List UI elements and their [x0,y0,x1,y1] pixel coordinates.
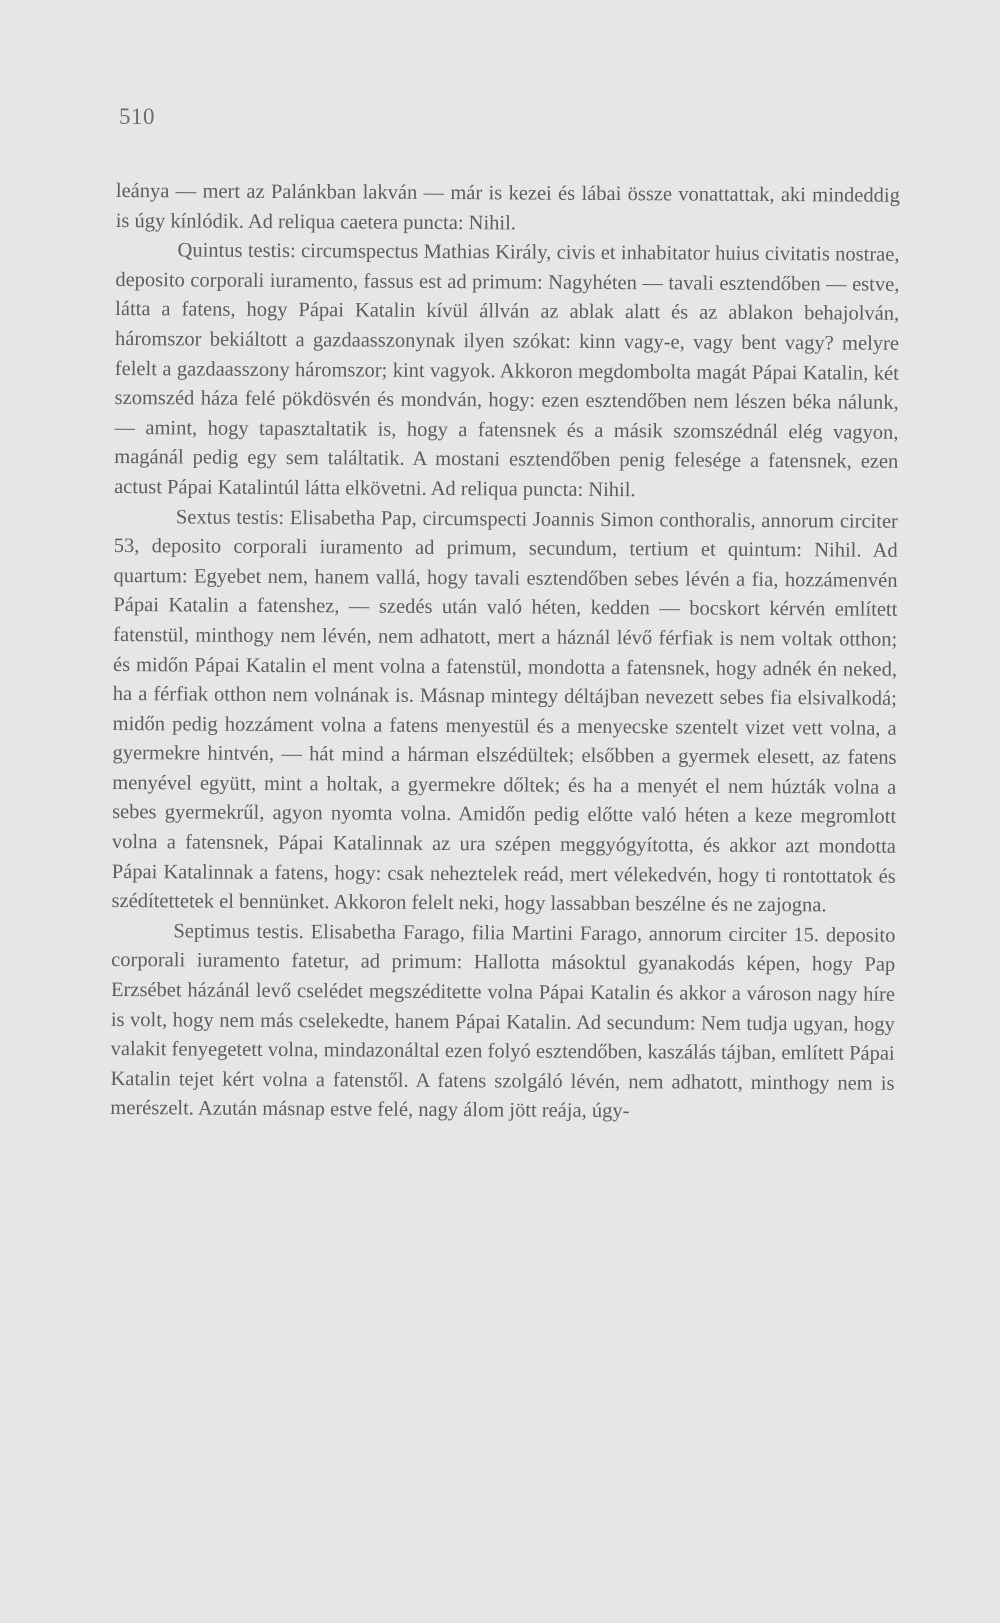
paragraph-sextus-testis: Sextus testis: Elisabetha Pap, circumspecti Joannis Simon conthoralis, annorum circiter 53, deposito corporali iuramento ad primum, secundum, tertium et quintum: Nihil. Ad quartum: Egyebet nem, hanem vallá, hogy tavali esztendőben sebes lévén a fia, hozzámenvén Pápai Katalin a fatenshez, — szedés után való héten, kedden — bocskort kérvén említett fatenstül, minthogy nem lévén, nem adhatott, mert a háznál lévő férfiak is nem voltak otthon; és midőn Pápai Katalin el ment volna a fatenstül, mondotta a fatensnek, hogy adnék én neked, ha a férfiak otthon nem volnának is. Másnap mintegy déltájban nevezett sebes fia elsivalkodá; midőn pedig hozzáment volna a fatens menyestül és a menyecske szentelt vizet vett volna, a gyermekre hintvén, — hát mind a hárman elszédültek; elsőbben a gyermek elesett, az fatens menyével együtt, mint a holtak, a gyermekre dőltek; és ha a menyét el nem húzták volna a sebes gyermekrűl, agyon nyomta volna. Amidőn pedig előtte való héten a keze megromlott volna a fatensnek, Pápai Katalinnak az ura szépen meggyógyította, és akkor azt mondotta Pápai Katalinnak a fatens, hogy: csak neheztelek reád, mert vélekedvén, hogy ti rontottatok és szédítettetek el bennünket. Akkoron felelt neki, hogy lassabban beszélne és ne zajogna. [111,505,898,917]
paragraph-septimus-testis: Septimus testis. Elisabetha Farago, filia Martini Farago, annorum circiter 15. deposito corporali iuramento fatetur, ad primum: Hallotta másoktul gyanakodás képen, hogy Pap Erzsébet házánál levő cselédet megszéditette volna Pápai Katalin és akkor a városon nagy híre is volt, hogy nem más cselekedte, hanem Pápai Katalin. Ad secundum: Nem tudja ugyan, hogy valakit fenyegetett volna, mindazonáltal ezen folyó esztendőben, kaszálás tájban, említett Pápai Katalin tejet kért volna a fatenstől. A fatens szolgáló lévén, nem adhatott, minthogy nem is merészelt. Azután másnap estve felé, nagy álom jött reája, úgy- [110,920,896,1123]
paragraph-quintus-testis: Quintus testis: circumspectus Mathias Király, civis et inhabitator huius civitatis nostrae, deposito corporali iuramento, fassus est ad primum: Nagyhéten — tavali esztendőben — estve, látta a fatens, hogy Pápai Katalin kívül állván az ablak alatt és az ablakon behajolván, háromszor bekiáltott a gazdaasszonynak ilyen szókat: kinn vagy-e, vagy bent vagy? melyre felelt a gazdaasszony háromszor; kint vagyok. Akkoron megdombolta magát Pápai Katalin, két szomszéd háza felé pökdösvén és mondván, hogy: ezen esztendőben nem lészen béka nálunk, — amint, hogy tapasztaltatik is, hogy a fatensnek és a másik szomszédnál elég vagyon, magánál pedig egy sem találtatik. A mostani esztendőben penig felesége a fatensnek, ezen actust Pápai Katalintúl látta elkövetni. Ad reliqua puncta: Nihil. [114,239,900,502]
page-number: 510 [119,104,155,129]
paragraph-continuation: leánya — mert az Palánkban lakván — már is kezei és lábai össze vonattattak, aki mindeddig is úgy kínlódik. Ad reliqua caetera puncta: Nihil. [115,179,900,235]
document-body [110,177,900,1129]
